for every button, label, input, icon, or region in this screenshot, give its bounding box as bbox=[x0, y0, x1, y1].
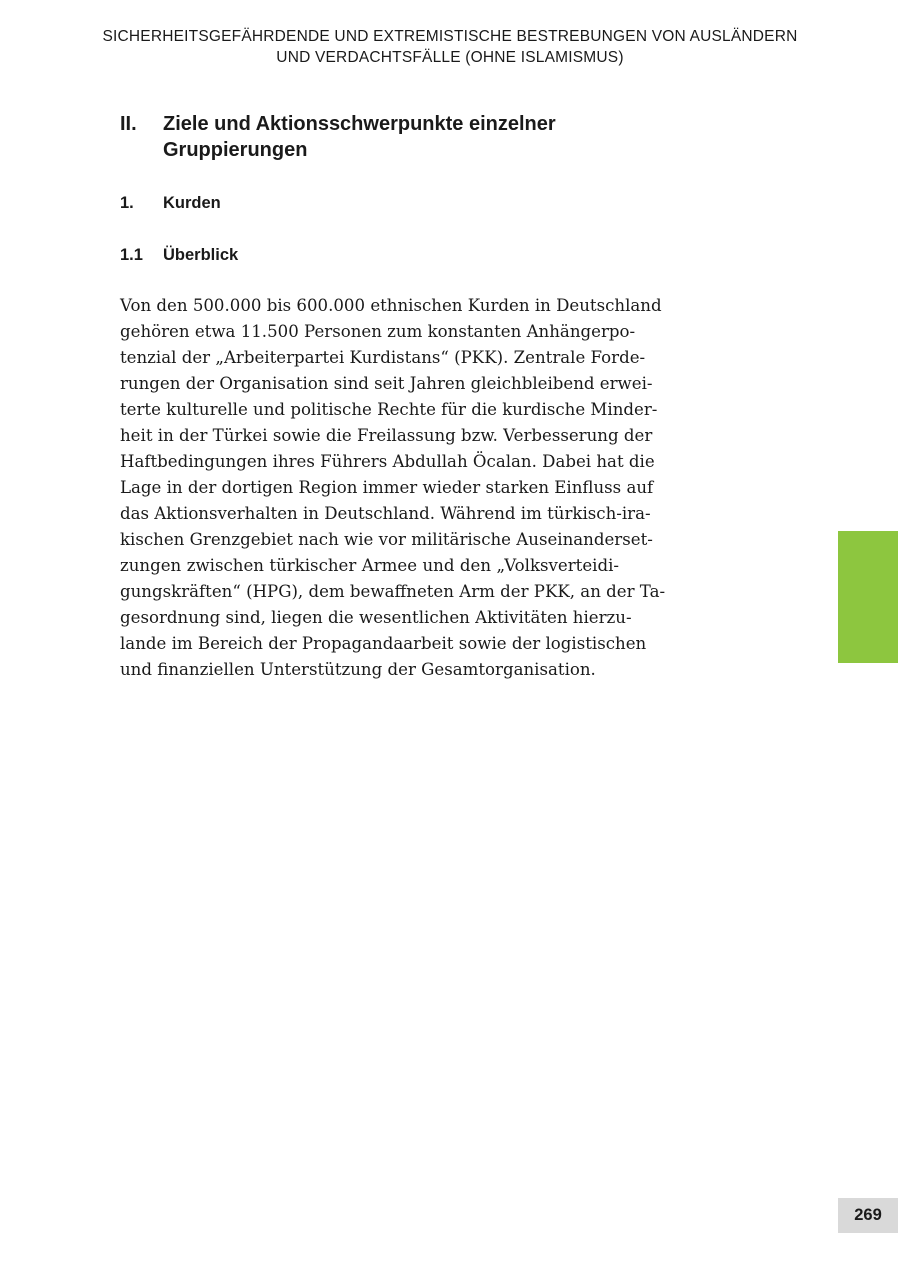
body-line: gehören etwa 11.500 Personen zum konstanten Anhängerpo- bbox=[120, 322, 636, 341]
body-line: Von den 500.000 bis 600.000 ethnischen Kurden in Deutschland bbox=[120, 296, 662, 315]
subsection-title: Überblick bbox=[163, 246, 239, 264]
body-line: Lage in der dortigen Region immer wieder starken Einfluss auf bbox=[120, 478, 654, 497]
chapter-heading bbox=[120, 111, 640, 165]
body-line: das Aktionsverhalten in Deutschland. Während im türkisch-ira- bbox=[120, 504, 651, 523]
body-line: lande im Bereich der Propagandaarbeit sowie der logistischen bbox=[120, 634, 647, 653]
body-line: gesordnung sind, liegen die wesentlichen Aktivitäten hierzu- bbox=[120, 608, 632, 627]
section-number: 1. bbox=[120, 194, 134, 212]
body-line: kischen Grenzgebiet nach wie vor militärische Auseinanderset- bbox=[120, 530, 653, 549]
body-paragraph bbox=[120, 293, 666, 683]
body-line: heit in der Türkei sowie die Freilassung bzw. Verbesserung der bbox=[120, 426, 653, 445]
body-line: Haftbedingungen ihres Führers Abdullah Öcalan. Dabei hat die bbox=[120, 452, 655, 471]
section-heading bbox=[120, 192, 520, 214]
body-line: zungen zwischen türkischer Armee und den „Volksverteidi- bbox=[120, 556, 619, 575]
subsection-heading bbox=[120, 244, 520, 266]
body-line: und finanziellen Unterstützung der Gesamtorganisation. bbox=[120, 660, 596, 679]
chapter-thumb-tab bbox=[838, 531, 898, 663]
running-header bbox=[90, 26, 810, 68]
chapter-title: Ziele und Aktionsschwerpunkte einzelner Gruppierungen bbox=[163, 113, 556, 161]
section-title: Kurden bbox=[163, 194, 221, 212]
running-header-line-2: UND VERDACHTSFÄLLE (OHNE ISLAMISMUS) bbox=[276, 49, 624, 66]
body-line: terte kulturelle und politische Rechte für die kurdische Minder- bbox=[120, 400, 658, 419]
body-line: rungen der Organisation sind seit Jahren gleichbleibend erwei- bbox=[120, 374, 653, 393]
page-number: 269 bbox=[838, 1198, 898, 1233]
body-line: tenzial der „Arbeiterpartei Kurdistans“ (PKK). Zentrale Forde- bbox=[120, 348, 646, 367]
body-line: gungskräften“ (HPG), dem bewaffneten Arm der PKK, an der Ta- bbox=[120, 582, 666, 601]
running-header-line-1: SICHERHEITSGEFÄHRDENDE UND EXTREMISTISCHE BESTREBUNGEN VON AUSLÄNDERN bbox=[102, 28, 798, 45]
chapter-number: II. bbox=[120, 113, 137, 135]
subsection-number: 1.1 bbox=[120, 246, 143, 264]
